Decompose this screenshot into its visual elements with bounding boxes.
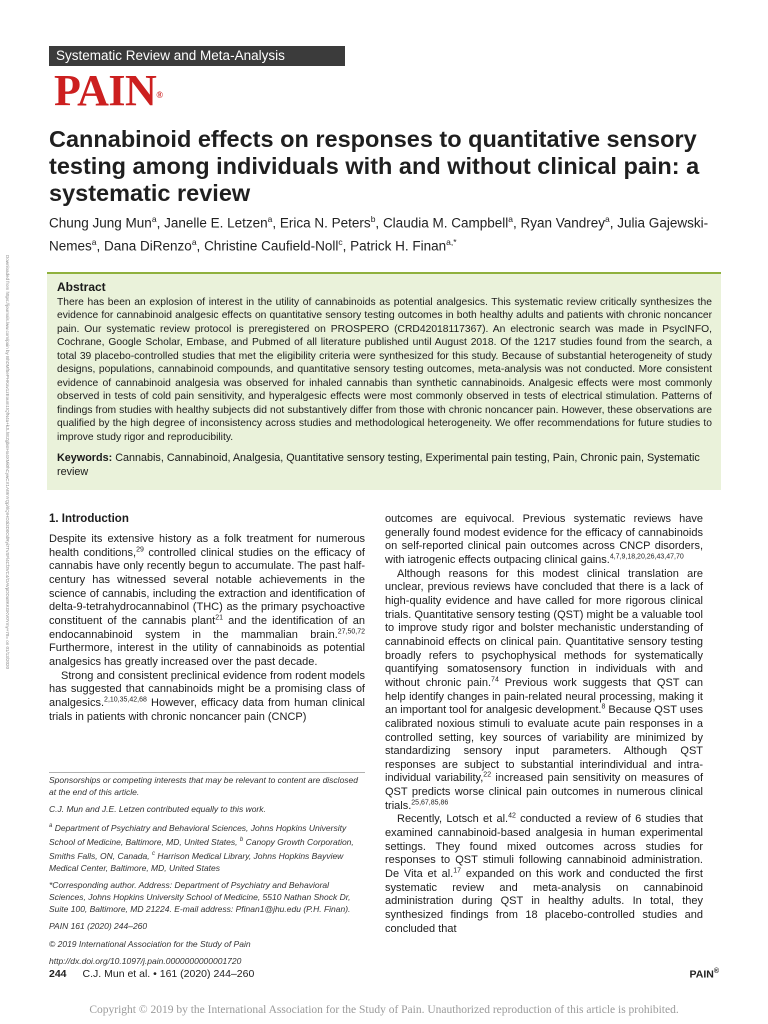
affiliations: $^a$ Department of Psychiatry and Behavioral Sciences, Johns Hopkins University School of Medicine, Baltimore, MD, United States, $^b$ Canopy Growth Corporation, Smiths Falls, ON, Canada, $^c$ Harrison Medical Library, Johns Hopkins Bayview Medical Center, Baltimore, MD, United States [49,823,354,874]
author-name: Ryan Vandrey [520,215,606,231]
copyright-banner: Copyright © 2019 by the International Association for the Study of Pain. Unauthorized reproduction of this article is prohibited. [89,1004,679,1016]
author-affiliation: a [91,236,97,247]
paragraph: outcomes are equivocal. Previous systematic reviews have generally found modest evidence for the efficacy of cannabinoids on self-reported clinical pain outcomes across CNCP disorders, with iatrogenic effects outpacing clinical gains.$^{4,7,9,18,20,26,43,47,70}$ [385,513,703,566]
author-affiliation: a [191,236,197,247]
abstract-text: There has been an explosion of interest in the utility of cannabinoids as potential analgesics. This systematic review critically synthesizes the evidence for cannabinoid analgesic effects on quantitative sensory testing outcomes in both healthy adults and patients with chronic noncancer pain. Our systematic review protocol is preregistered on PROSPERO (CRD42018117367). An electronic search was made in PsycINFO, Cochrane, Google Scholar, Embase, and Pubmed of all literature published until August 2018. Of the 1217 studies found from the search, a total 39 placebo-controlled studies that met the eligibility criteria were synthesized for this study. Because of substantial heterogeneity of study designs, populations, cannabinoid compounds, and quantitative sensory testing outcomes, meta-analysis was not conducted. More consistent evidence of cannabinoid analgesia was observed for inhaled cannabis than synthetic cannabinoids. Analgesic effects were most commonly observed in tests of cold pain sensitivity, and hyperalgesic effects were most commonly observed in tests of electrical stimulation. Patterns of findings from studies with healthy subjects did not substantively differ from those with chronic noncancer pain. However, these observations are qualified by the high degree of inconsistency across studies and methodological heterogeneity. We offer recommendations for future studies to improve study rigor and reproducibility. [57,297,712,443]
footnote-rule [49,772,365,773]
paragraph: Strong and consistent preclinical evidence from rodent models has suggested that cannabinoids might be a promising class of analgesics.$^{2,10,35,42,68}$ However, efficacy data from human clinical trials in patients with chronic noncancer pain (CNCP) [49,669,365,723]
author-name: Patrick H. Finan [350,238,447,253]
paragraph: Despite its extensive history as a folk treatment for numerous health conditions,$^{29}$ controlled clinical studies on the efficacy of cannabis have only recently begun to accumulate. The past half-century has witnessed several notable achievements in the science of cannabis, including the extraction and identification of delta-9-tetrahydrocannabinol (THC) as the primary psychoactive constituent of the cannabis plant$^{21}$ and the identification of an endocannabinoid system in the mammalian brain.$^{27,50,72}$ Furthermore, interest in the utility of cannabinoids as potential analgesics has greatly increased over the past decade. [49,533,366,668]
abstract-heading: Abstract [57,280,106,294]
page-number: 244 [49,968,67,980]
corresponding-author: *Corresponding author. Address: Department of Psychiatry and Behavioral Sciences, Johns Hopkins University School of Medicine, 5510 Nathan Shock Dr, Suite 100, Baltimore, MD 21224. E-mail address: Pfinan1@jhu.edu (P.H. Finan). [49,880,351,915]
footer-citation: C.J. Mun et al. • 161 (2020) 244–260 [82,968,255,980]
keywords: Keywords: Cannabis, Cannabinoid, Analgesia, Quantitative sensory testing, Experimental pain testing, Pain, Chronic pain, Systematic review [57,451,700,478]
left-column [49,512,365,724]
section-label: Systematic Review and Meta-Analysis [49,46,345,66]
author-name: Julia Gajewski-Nemes [49,215,709,253]
download-side-note: Downloaded from https://journals.lww.com/pain by BhDMf5ePHKav1zEoum1tQfN4a+kJLhEZgbsIHo4XMi0hCywCX1AWnYQp/IlQrHD3i3D0OdRyi7TvSFl4Cf3VC4/OAVpDDa8KKGKV0Ymy+78= on 01/13/2020 [5,255,10,670]
page-footer [49,968,254,981]
right-column [385,513,703,936]
author-affiliation: c [338,236,343,247]
article-title: Cannabinoid effects on responses to quantitative sensory testing among individuals with and without clinical pain: a systematic review [49,126,700,206]
author-name: Erica N. Peters [279,215,371,231]
copyright-note: © 2019 International Association for the Study of Pain [49,938,251,949]
author-affiliation: a [605,214,610,224]
intro-heading: 1. Introduction [49,513,129,525]
author-name: Chung Jung Mun [49,215,152,231]
paragraph: Recently, Lotsch et al.$^{42}$ conducted a review of 6 studies that examined cannabinoid-based analgesia in human experimental settings. They found mixed outcomes across studies for responses to QST stimuli following cannabinoid administration. De Vita et al.$^{17}$ expanded on this work and conducted the first systematic review and meta-analysis on cannabinoid administration during QST in healthy adults. In total, they synthesized findings from 18 placebo-controlled studies and concluded that [385,812,703,935]
journal-citation: PAIN 161 (2020) 244–260 [49,921,148,932]
author-name: Dana DiRenzo [104,238,192,253]
equal-contribution-note: C.J. Mun and J.E. Letzen contributed equally to this work. [49,804,266,815]
author-list: Chung Jung Mun$^a$, Janelle E. Letzen$^a$, Erica N. Peters$^b$, Claudia M. Campbell$^a$, Ryan Vandrey$^a$, Julia Gajewski-Nemes$^a$, Dana DiRenzo$^a$, Christine Caufield-Noll$^c$, Patrick H. Finan$^{a,*}$ [49,214,709,253]
footnotes [49,774,365,972]
author-affiliation: a [151,214,157,224]
abstract-box [47,272,721,490]
author-affiliation: a [508,214,513,224]
author-name: Christine Caufield-Noll [204,238,339,253]
author-affiliation: b [370,214,376,224]
author-name: Janelle E. Letzen [164,215,268,231]
doi-link[interactable]: http://dx.doi.org/10.1097/j.pain.0000000000001720 [49,955,242,966]
author-affiliation: a [267,214,273,224]
author-affiliation: a,* [446,236,457,247]
author-name: Claudia M. Campbell [382,215,509,231]
paragraph: Although reasons for this modest clinical translation are unclear, previous reviews have concluded that there is a lack of high-quality evidence and have called for more rigorous clinical trials. Quantitative sensory testing (QST) might be a valuable tool to improve study rigor and bolster mechanistic understanding of cannabinoid effects on clinical pain. Quantitative sensory testing broadly refers to psychophysical methods for systematically quantifying somatosensory function in individuals with and without chronic pain.$^{74}$ Previous work suggests that QST can help identify changes in pain-related neural processing, making it an important tool for analgesic development.$^8$ Because QST uses calibrated noxious stimuli to evaluate acute pain responses in a controlled setting, key sources of variability are minimized by standardizing sensory input parameters. Although QST responses are subject to substantial interindividual and intra-individual variability,$^{22}$ increased pain sensitivity on measures of QST predicts worse clinical pain outcomes in numerous clinical trials.$^{25,67,85,86}$ [385,567,703,812]
sponsorship-note: Sponsorships or competing interests that may be relevant to content are disclosed at the end of this article. [49,775,359,798]
journal-logo: PAIN® [54,66,163,115]
footer-journal: PAIN® [689,968,719,981]
